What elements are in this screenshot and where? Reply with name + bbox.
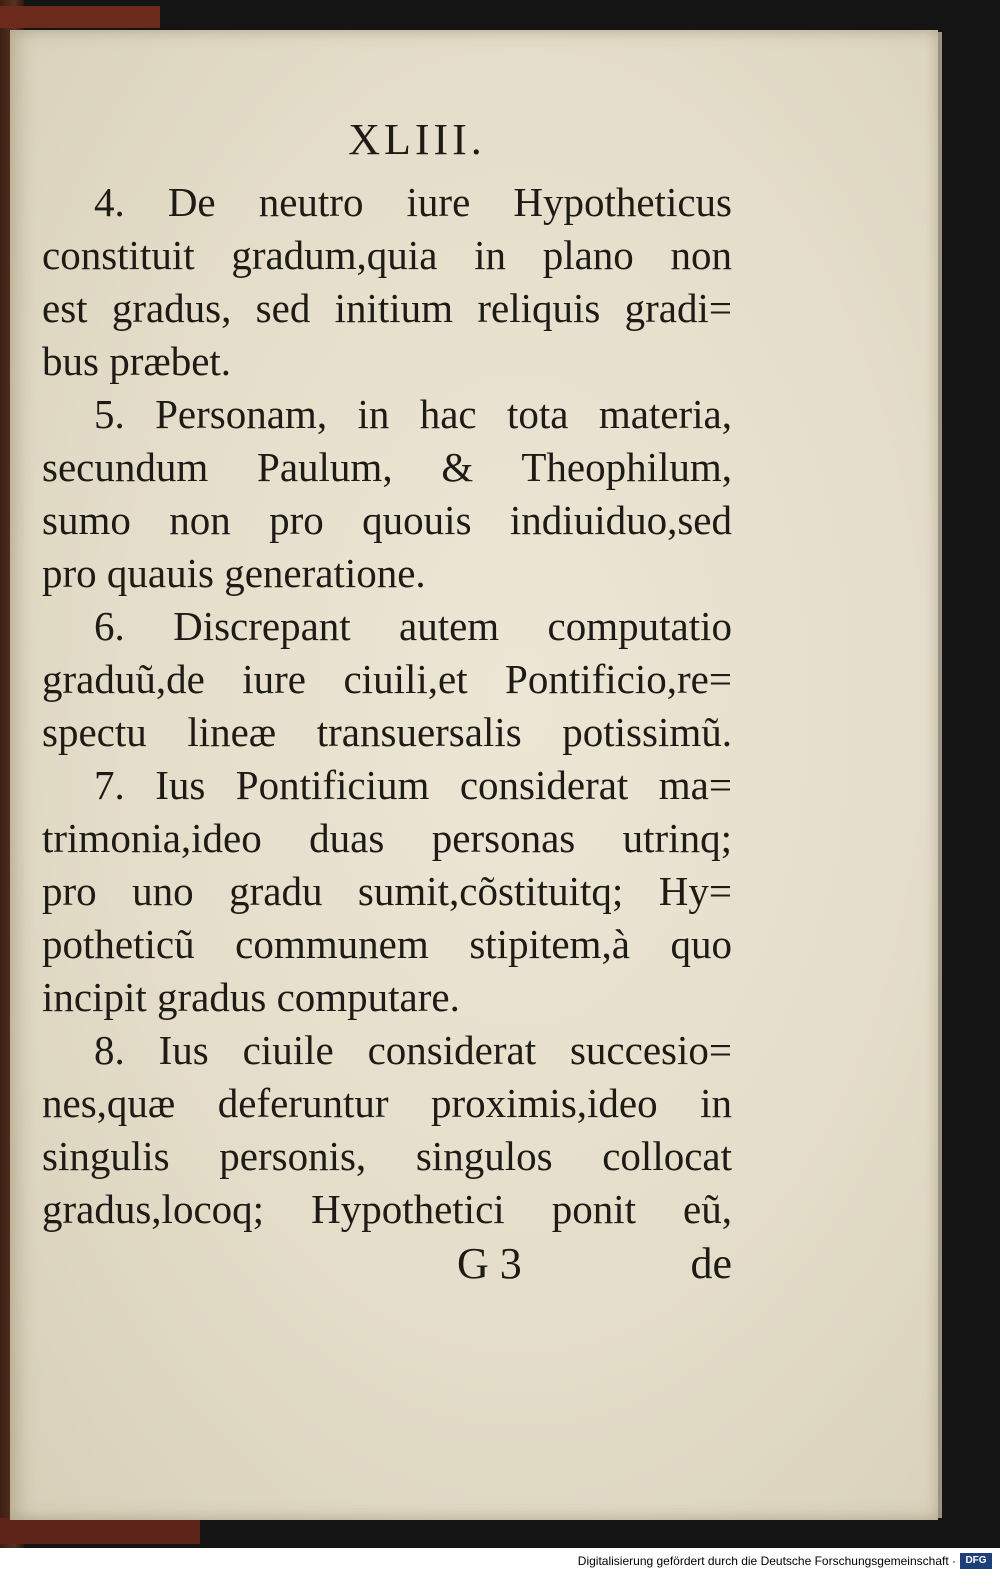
page-edge (938, 32, 942, 1518)
text-line: 4. De neutro iure Hypotheticus (94, 179, 732, 225)
binding-cover-top (0, 6, 160, 28)
text-line: potheticũ communem stipitem,à quo (42, 921, 732, 967)
text-line: 6. Discrepant autem computatio (94, 603, 732, 649)
catch-row (42, 1238, 732, 1294)
text-line: sumo non pro quouis indiuiduo,sed (42, 497, 732, 543)
text-line: bus præbet. (42, 338, 232, 384)
binding-cover-bottom (0, 1518, 200, 1544)
paragraph-5 (42, 388, 732, 600)
text-line: secundum Paulum, & Theophilum, (42, 444, 732, 490)
paragraph-4 (42, 176, 732, 388)
text-line: graduũ,de iure ciuili,et Pontificio,re= (42, 656, 732, 702)
paragraph-8 (42, 1024, 732, 1236)
text-line: trimonia,ideo duas personas utrinq; (42, 815, 732, 861)
catchword: de (690, 1239, 732, 1288)
folio-number: XLIII. (348, 115, 486, 164)
text-line: pro uno gradu sumit,cõstituitq; Hy= (42, 868, 732, 914)
text-line: pro quauis generatione. (42, 550, 426, 596)
text-line: spectu lineæ transuersalis potissimũ. (42, 709, 732, 755)
text-line: singulis personis, singulos collocat (42, 1133, 732, 1179)
paragraph-6 (42, 600, 732, 759)
text-line: nes,quæ deferuntur proximis,ideo in (42, 1080, 732, 1126)
text-line: incipit gradus computare. (42, 974, 460, 1020)
text-line: constituit gradum,quia in plano non (42, 232, 732, 278)
dfg-logo: DFG (960, 1553, 992, 1569)
text-line: est gradus, sed initium reliquis gradi= (42, 285, 732, 331)
page-text-block (42, 110, 732, 1294)
text-line: 5. Personam, in hac tota materia, (94, 391, 732, 437)
funding-credit: Digitalisierung gefördert durch die Deutsche Forschungsgemeinschaft · (577, 1554, 956, 1568)
text-line: 7. Ius Pontificium considerat ma= (94, 762, 732, 808)
signature-mark: G 3 (457, 1239, 522, 1288)
text-line: 8. Ius ciuile considerat succesio= (94, 1027, 732, 1073)
text-line: gradus,locoq; Hypothetici ponit eũ, (42, 1186, 732, 1232)
paragraph-7 (42, 759, 732, 1024)
